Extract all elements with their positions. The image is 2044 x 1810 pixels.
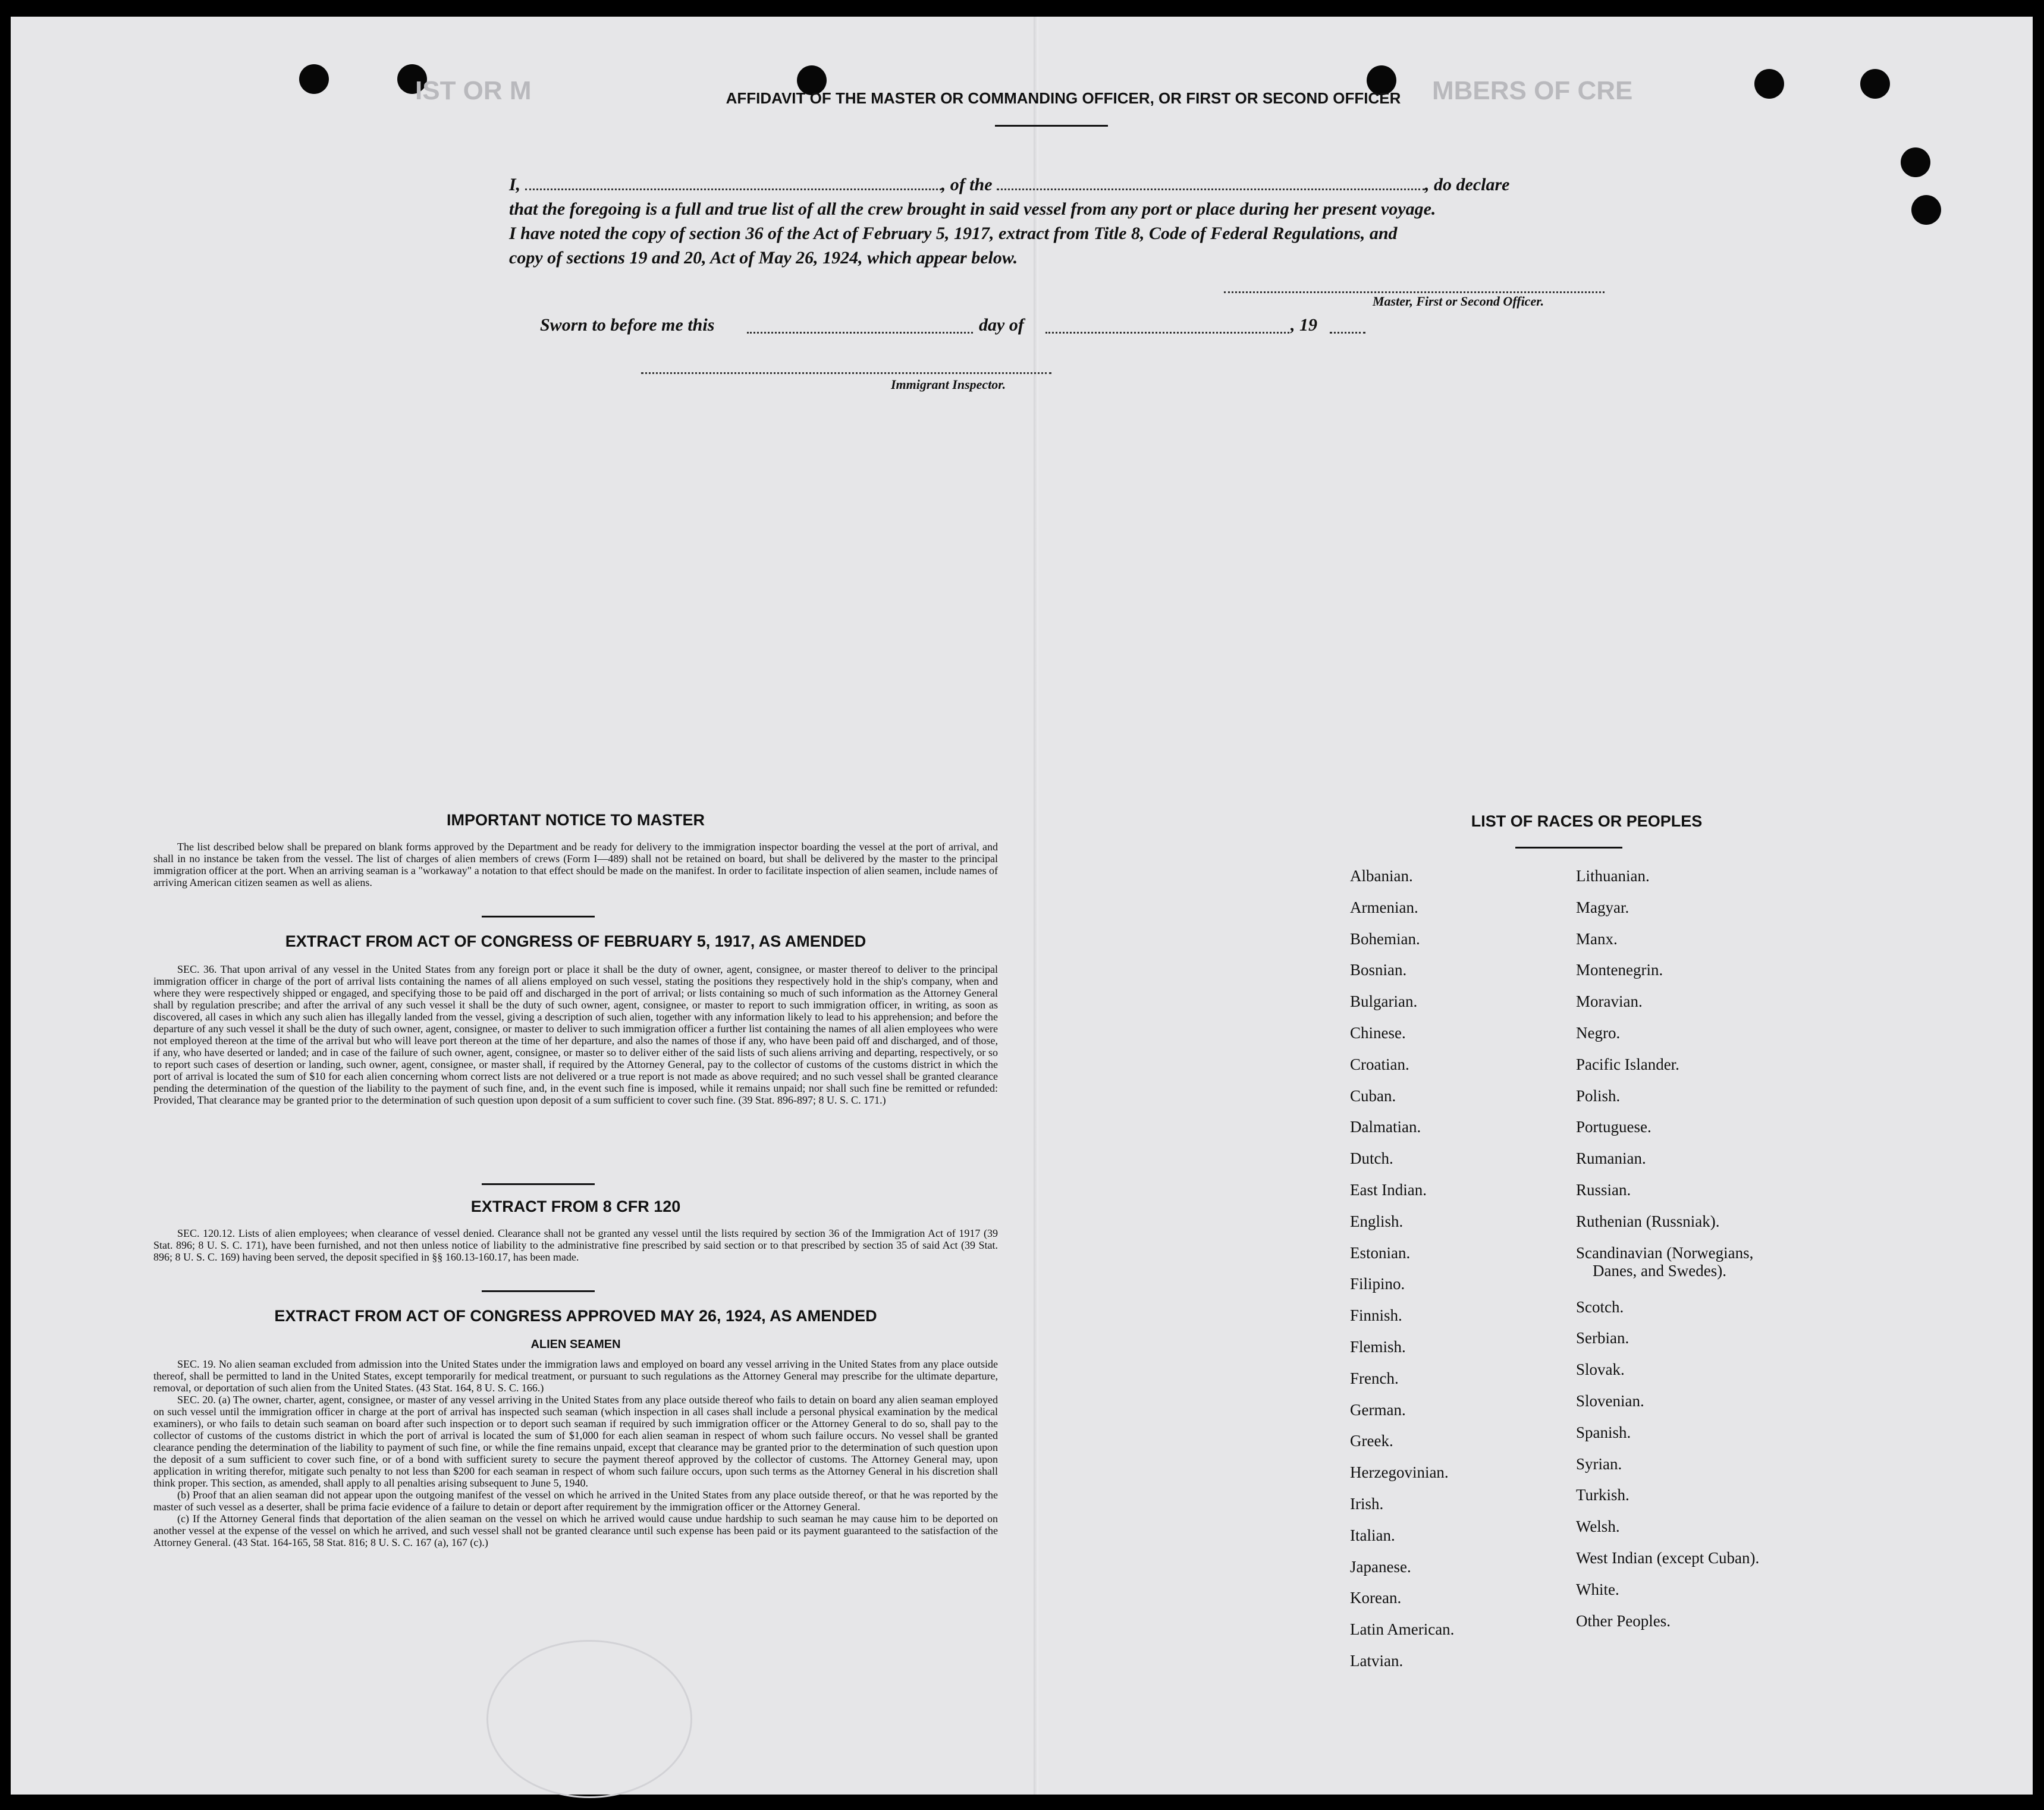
extract-cfr-body (153, 1227, 998, 1263)
race-item: Scotch. (1576, 1297, 1624, 1316)
race-item: Rumanian. (1576, 1149, 1646, 1168)
race-item: Slovenian. (1576, 1392, 1644, 1410)
race-item: Latvian. (1350, 1652, 1404, 1670)
race-item: White. (1576, 1580, 1619, 1598)
inspector-signature-line[interactable] (641, 372, 1051, 374)
race-item: English. (1350, 1212, 1404, 1230)
race-item: Estonian. (1350, 1243, 1411, 1262)
extract-cfr-title: EXTRACT FROM 8 CFR 120 (470, 1198, 681, 1215)
vessel-dotted-field[interactable] (997, 188, 1425, 190)
race-item: Greek. (1350, 1432, 1393, 1450)
race-item: Portuguese. (1576, 1118, 1651, 1136)
section-rule (482, 1290, 595, 1292)
race-item: Serbian. (1576, 1329, 1629, 1347)
affidavit-title: AFFIDAVIT OF THE MASTER OR COMMANDING OFFICER, OR FIRST OR SECOND OFFICER (726, 89, 1401, 107)
race-item: Korean. (1350, 1589, 1402, 1607)
page-fold (1034, 17, 1038, 1795)
extract-1924-title: EXTRACT FROM ACT OF CONGRESS APPROVED MAY 26, 1924, AS AMENDED (274, 1307, 877, 1325)
race-item: Moravian. (1576, 992, 1643, 1011)
section-rule (482, 1183, 595, 1185)
race-item: Scandinavian (Norwegians, (1576, 1243, 1754, 1262)
sworn-month-field[interactable] (1045, 332, 1289, 334)
races-title: LIST OF RACES OR PEOPLES (1471, 812, 1703, 830)
race-item: Lithuanian. (1576, 867, 1650, 885)
race-item: Albanian. (1350, 867, 1413, 885)
i-label: I, (509, 175, 521, 194)
of-the-label: , of the (941, 175, 993, 194)
race-item: Danes, and Swedes). (1593, 1261, 1726, 1280)
document-sheet (11, 17, 2033, 1795)
sec-20c-paragraph: (c) If the Attorney General finds that deportation of the alien seaman on the vessel on which he arrived would cause undue hardship to such seaman he may cause him to be deported on another vessel at the expense of the vessel on which he arrived, and such vessel shall not be granted clearance until such expense has been paid or its payment guaranteed to the satisfaction of the Attorney General. (43 Stat. 164-165, 58 Stat. 816; 8 U. S. C. 167 (a), 167 (c).) (153, 1513, 998, 1548)
race-item: Ruthenian (Russniak). (1576, 1212, 1720, 1230)
sec-20b-paragraph: (b) Proof that an alien seaman did not appear upon the outgoing manifest of the vessel on which he arrived in the United States from any place outside thereof, or that he was reported by the master of such vessel as a deserter, shall be prima facie evidence of a failure to detain or deport after requirement by the immigration officer or the Attorney General. (153, 1489, 998, 1513)
extract-1917-title: EXTRACT FROM ACT OF CONGRESS OF FEBRUARY 5, 1917, AS AMENDED (285, 932, 866, 950)
race-item: Slovak. (1576, 1360, 1625, 1379)
sworn-label: Sworn to before me this (540, 315, 715, 335)
punch-hole (1860, 69, 1890, 99)
race-item: Other Peoples. (1576, 1611, 1671, 1630)
race-item: East Indian. (1350, 1181, 1427, 1199)
punch-hole (1911, 195, 1941, 225)
sworn-year-field[interactable] (1330, 332, 1365, 334)
race-item: Polish. (1576, 1086, 1621, 1105)
sec-36-paragraph: SEC. 36. That upon arrival of any vessel in the United States from any foreign port or place it shall be the duty of owner, agent, consignee, or master thereof to deliver to the principal immigration officer in charge of the port of arrival lists containing the names of all aliens employed on such vessel, stating the positions they respectively hold in the ship's company, when and where they were respectively shipped or engaged, and specifying those to be paid off and discharged in the port of arrival; or lists containing so much of such information as the Attorney General shall by regulation prescribe; and after the arrival of any such vessel it shall be the duty of such owner, agent, consignee, or master to report to such immigration officer, in writing, as soon as discovered, all cases in which any such alien has illegally landed from the vessel, giving a description of such alien, together with any information likely to lead to his apprehension; and before the departure of any such vessel it shall be the duty of such owner, agent, consignee, or master to deliver to such immigration officer a further list containing the names of all alien employees who were not employed thereon at the time of the arrival but who will leave port thereon at the time of her departure, and also the names of those if any, who have been paid off and discharged, and of those, if any, who have deserted or landed; and in case of the failure of such owner, agent, consignee, or master so to deliver either of the said lists of such aliens arriving and departing, respectively, or so to report such cases of desertion or landing, such owner, agent, consignee, or master shall, if required by the Attorney General, pay to the collector of customs of the customs district in which the port of arrival is located the sum of $10 for each alien concerning whom correct lists are not delivered or a true report is not made as above required; and no such vessel shall be granted clearance pending the determination of the question of the liability to the payment of such fine, and, in the event such fine is imposed, while it remains unpaid; nor shall such fine be remitted or refunded: Provided, That clearance may be granted prior to the determination of such question upon deposit of a sum sufficient to cover such fine. (39 Stat. 896-897; 8 U. S. C. 171.) (153, 963, 998, 1106)
do-declare-label: , do declare (1425, 175, 1510, 194)
race-item: Spanish. (1576, 1423, 1631, 1441)
race-item: Finnish. (1350, 1306, 1402, 1325)
notice-title: IMPORTANT NOTICE TO MASTER (447, 811, 705, 829)
day-of-label: day of (979, 315, 1024, 335)
year-label: , 19 (1291, 315, 1317, 335)
race-item: Armenian. (1350, 898, 1418, 916)
race-item: Bohemian. (1350, 929, 1420, 948)
race-item: Turkish. (1576, 1486, 1629, 1504)
race-item: Latin American. (1350, 1620, 1455, 1639)
declaration-text (509, 172, 1615, 270)
sec-20a-paragraph: SEC. 20. (a) The owner, charter, agent, consignee, or master of any vessel arriving in the United States from any place outside thereof who fails to detain on board any alien seaman employed on such vessel until the immigration officer in charge at the port of arrival has inspected such seaman (which inspection in all cases shall include a personal physical examination by the medical examiners), or who fails to detain such seaman on board after such inspection or to deport such seaman if required by such immigration officer or the Attorney General to do so, shall pay to the collector of customs of the customs district in which the port of arrival is located the sum of $1,000 for each alien seaman in respect of whom such failure occurs. No vessel shall be granted clearance pending the determination of the liability to payment of such fine, or while the fine remains unpaid, except that clearance may be granted prior to the determination of such question upon the deposit of a sum sufficient to cover such fine, or of a bond with sufficient surety to secure the payment thereof approved by the collector of customs. The Attorney General may, upon application in writing therefor, mitigate such penalty to not less than $200 for each seaman in respect of whom such failure occurs, upon such terms as the Attorney General in his discretion shall think proper. This section, as amended, shall apply to all penalties arising subsequent to June 5, 1940. (153, 1394, 998, 1489)
race-item: Manx. (1576, 929, 1618, 948)
notice-body (153, 841, 998, 888)
race-item: Magyar. (1576, 898, 1629, 916)
race-item: Russian. (1576, 1181, 1631, 1199)
section-rule (482, 916, 595, 917)
race-item: French. (1350, 1369, 1399, 1387)
race-item: Italian. (1350, 1526, 1395, 1544)
extract-1917-body (153, 963, 998, 1106)
race-item: Chinese. (1350, 1024, 1406, 1042)
inspector-label: Immigrant Inspector. (891, 377, 1006, 392)
punch-hole (299, 64, 329, 94)
race-item: Flemish. (1350, 1338, 1406, 1356)
name-dotted-field[interactable] (525, 188, 941, 190)
sec-120-paragraph: SEC. 120.12. Lists of alien employees; when clearance of vessel denied. Clearance shall not be granted any vessel until the lists required by section 36 of the Immigration Act of 1917 (39 Stat. 896; 8 U. S. C. 171), have been furnished, and not then unless notice of liability to the administrative fine prescribed by said section or to that prescribed by section 35 of said Act (39 Stat. 896; 8 U. S. C. 169) having been served, the deposit specified in §§ 160.13-160.17, has been made. (153, 1227, 998, 1263)
faded-seal-stamp (486, 1640, 692, 1798)
race-item: Filipino. (1350, 1275, 1405, 1293)
race-item: Welsh. (1576, 1517, 1620, 1536)
alien-seamen-subtitle: ALIEN SEAMEN (530, 1338, 621, 1351)
declaration-line-2: that the foregoing is a full and true list of all the crew brought in said vessel from any port or place during her present voyage. (509, 199, 1436, 219)
punch-hole (1754, 69, 1784, 99)
extract-1924-body (153, 1358, 998, 1548)
race-item: Bosnian. (1350, 961, 1407, 979)
race-item: Syrian. (1576, 1454, 1622, 1473)
title-rule (995, 125, 1108, 127)
race-item: Croatian. (1350, 1055, 1409, 1073)
race-item: Cuban. (1350, 1086, 1396, 1105)
ghost-header-right: MBERS OF CRE (1432, 76, 1633, 105)
race-item: German. (1350, 1400, 1406, 1419)
race-item: Japanese. (1350, 1557, 1411, 1576)
race-item: Pacific Islander. (1576, 1055, 1679, 1073)
master-signature-label: Master, First or Second Officer. (1373, 294, 1544, 309)
notice-paragraph: The list described below shall be prepared on blank forms approved by the Department and be ready for delivery to the immigration inspector boarding the vessel at the port of arrival, and shall in no instance be taken from the vessel. The list of charges of alien members of crews (Form I—489) shall not be retained on board, but shall be delivered by the master to the principal immigration officer at the port. When an arriving seaman is a "workaway" a notation to that effect should be made on the manifest. In order to facilitate inspection of alien seamen, include names of arriving American citizen seamen as well as aliens. (153, 841, 998, 888)
races-rule (1515, 847, 1622, 849)
race-item: Negro. (1576, 1024, 1621, 1042)
declaration-line-4: copy of sections 19 and 20, Act of May 26, 1924, which appear below. (509, 248, 1018, 268)
race-item: Dutch. (1350, 1149, 1393, 1168)
race-item: Montenegrin. (1576, 961, 1663, 979)
punch-hole (1901, 147, 1930, 177)
sworn-day-field[interactable] (747, 332, 973, 334)
race-item: Herzegovinian. (1350, 1463, 1449, 1482)
master-signature-line[interactable] (1224, 291, 1605, 293)
race-item: West Indian (except Cuban). (1576, 1549, 1760, 1567)
ghost-header-left: IST OR M (415, 76, 532, 105)
sec-19-paragraph: SEC. 19. No alien seaman excluded from admission into the United States under the immigration laws and employed on board any vessel arriving in the United States from any place outside thereof, shall be permitted to land in the United States, except temporarily for medical treatment, or pursuant to such regulations as the Attorney General may prescribe for the ultimate departure, removal, or deportation of such alien from the United States. (43 Stat. 164, 8 U. S. C. 166.) (153, 1358, 998, 1394)
race-item: Irish. (1350, 1495, 1384, 1513)
declaration-line-3: I have noted the copy of section 36 of the Act of February 5, 1917, extract from Title 8, Code of Federal Regulations, and (509, 224, 1398, 243)
race-item: Dalmatian. (1350, 1118, 1421, 1136)
race-item: Bulgarian. (1350, 992, 1418, 1011)
